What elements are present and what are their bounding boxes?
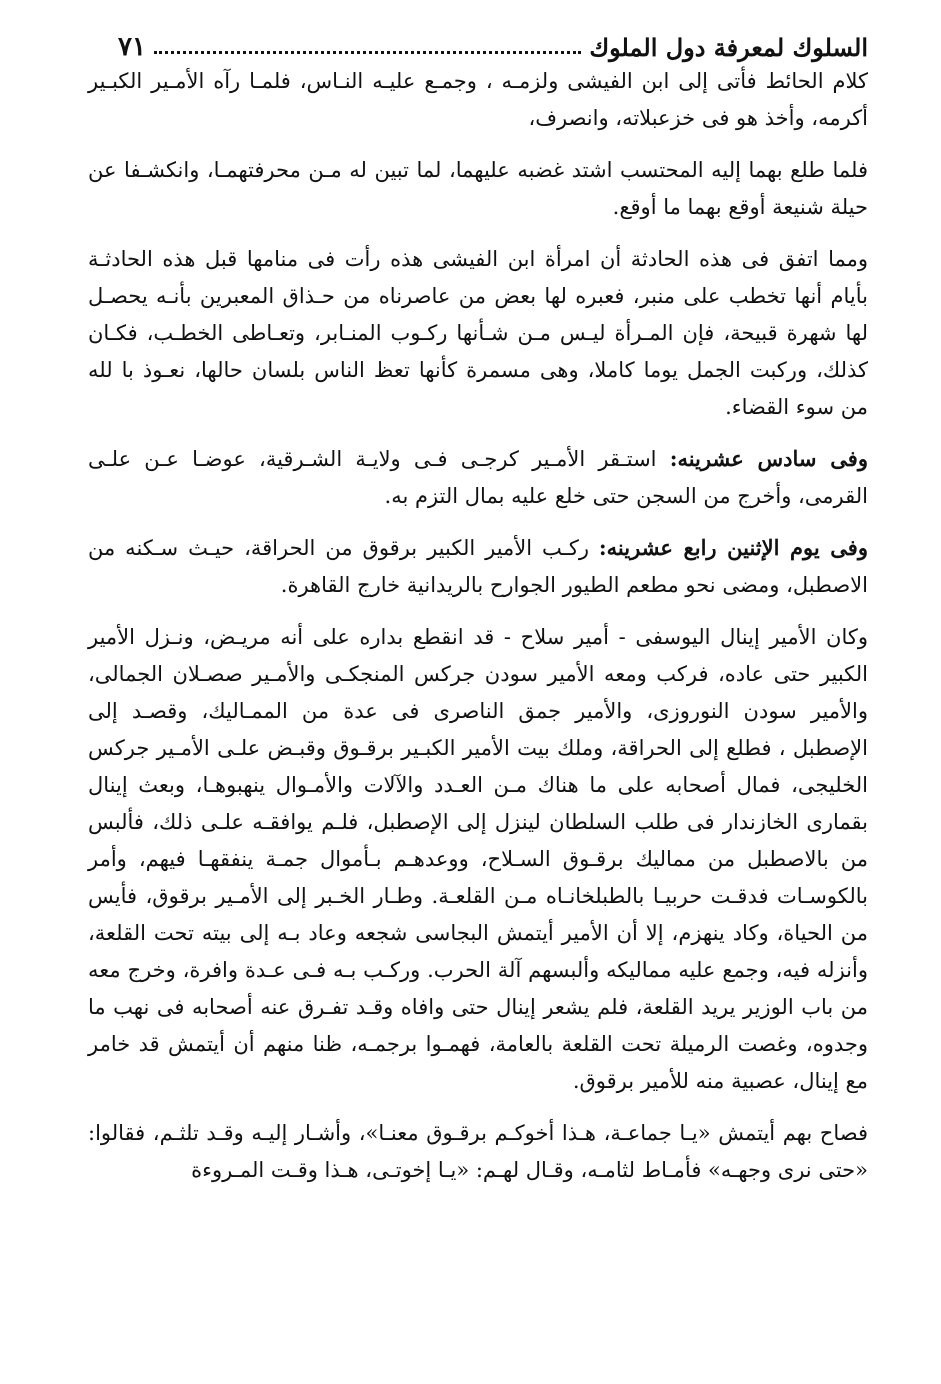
paragraph: [88, 62, 868, 137]
paragraph: [88, 529, 868, 604]
paragraph: [88, 240, 868, 426]
paragraph-text: ومما اتفق فى هذه الحادثة أن امرأة ابن الفيشى هذه رأت فى منامها قبل هذه الحادثـة بأيام أنها تخطب على منبر، فعبره لها بعض من عاصرناه من حـذاق المعبرين بأنـه يحصـل لها شهرة قبيحة، فإن المـرأة ليـس مـن شـأنها ركـوب المنـابر، وتعـاطى الخطـب، فكـان كذلك، وركبت الجمل يوما كاملا، وهى مسمرة كأنها تعظ الناس بلسان حالها، نعـوذ با لله من سوء القضاء.: [88, 247, 869, 419]
paragraph-lead: وفى سادس عشرينه:: [669, 446, 868, 471]
paragraph: [88, 440, 868, 515]
paragraph-text: فصاح بهم أيتمش «يـا جماعـة، هـذا أخوكـم برقـوق معنـا»، وأشـار إليـه وقـد تلثـم، فقالوا: «حتى نرى وجهـه» فأمـاط لثامـه، وقـال لهـم: «يـا إخوتـى، هـذا وقـت المـروءة: [88, 1121, 868, 1182]
running-header: [88, 18, 868, 62]
paragraph-lead: وفى يوم الإثنين رابع عشرينه:: [598, 535, 868, 560]
paragraph-text: استـقر الأمـير كرجـى فـى ولايـة الشـرقية، عوضـا عـن علـى القرمى، وأخرج من السجن حتى خلع عليه بمال التزم به.: [88, 447, 868, 508]
paragraph-text: كلام الحائط فأتى إلى ابن الفيشى ولزمـه ، وجمـع عليـه النـاس، فلمـا رآه الأمـير الكبـير أكرمه، وأخذ هو فى خزعبلاته، وانصرف،: [88, 69, 868, 130]
paragraph: [88, 1114, 868, 1189]
header-leader-dots: [154, 51, 581, 54]
paragraph: [88, 151, 868, 226]
book-title: السلوك لمعرفة دول الملوك: [589, 33, 868, 62]
paragraph: [88, 618, 868, 1100]
page-number: ٧١: [118, 32, 146, 62]
paragraph-text: وكان الأمير إينال اليوسفى - أمير سلاح - قد انقطع بداره على أنه مريـض، ونـزل الأمير الكبير حتى عاده، فركب ومعه الأمير سودن جركس المنجكـى والأمـير صصـلان الجمالى، والأمير سودن النوروزى، والأمير جمق الناصرى فى عدة من الممـاليك، وقصـد إلى الإصطبل ، فطلع إلى الحراقة، وملك بيت الأمير الكبـير برقـوق وقبـض علـى الأمـير جركس الخليجى، فمال أصحابه على ما هناك مـن العـدد والآلات والأمـوال ينهبوهـا، وبعث إينال بقمارى الخازندار فى طلب السلطان لينزل إلى الإصطبل، فلـم يوافقـه علـى ذلك، فألبس من بالاصطبل من مماليك برقـوق السـلاح، ووعدهـم بـأموال جمـة ينفقهـا فيهم، وأمر بالكوسـات فدقـت حربيـا بالطبلخانـاه مـن القلعـة. وطـار الخـبر إلى الأمـير برقوق، فأيس من الحياة، وكاد ينهزم، إلا أن الأمير أيتمش البجاسى شجعه وعاد بـه إلى بيته تحت القلعة، وأنزله فيه، وجمع عليه مماليكه وألبسهم آلة الحرب. وركـب بـه فـى عـدة وافرة، وخرج معه من باب الوزير يريد القلعة، فلم يشعر إينال حتى وافاه وقـد تفـرق عنه أصحابه فى نهب ما وجدوه، وغصت الرميلة تحت القلعة بالعامة، فهمـوا برجمـه، ظنا منهم أن أيتمش قد خامر مع إينال، عصبية منه للأمير برقوق.: [88, 625, 868, 1093]
paragraph-text: فلما طلع بهما إليه المحتسب اشتد غضبه عليهما، لما تبين له مـن محرفتهمـا، وانكشـفا عن حيلة شنيعة أوقع بهما ما أوقع.: [88, 158, 868, 219]
paragraph-text: ركـب الأمير الكبير برقوق من الحراقة، حيـث سـكنه من الاصطبل، ومضى نحو مطعم الطيور الجوارح بالريدانية خارج القاهرة.: [88, 536, 868, 597]
document-page: [88, 18, 868, 1203]
